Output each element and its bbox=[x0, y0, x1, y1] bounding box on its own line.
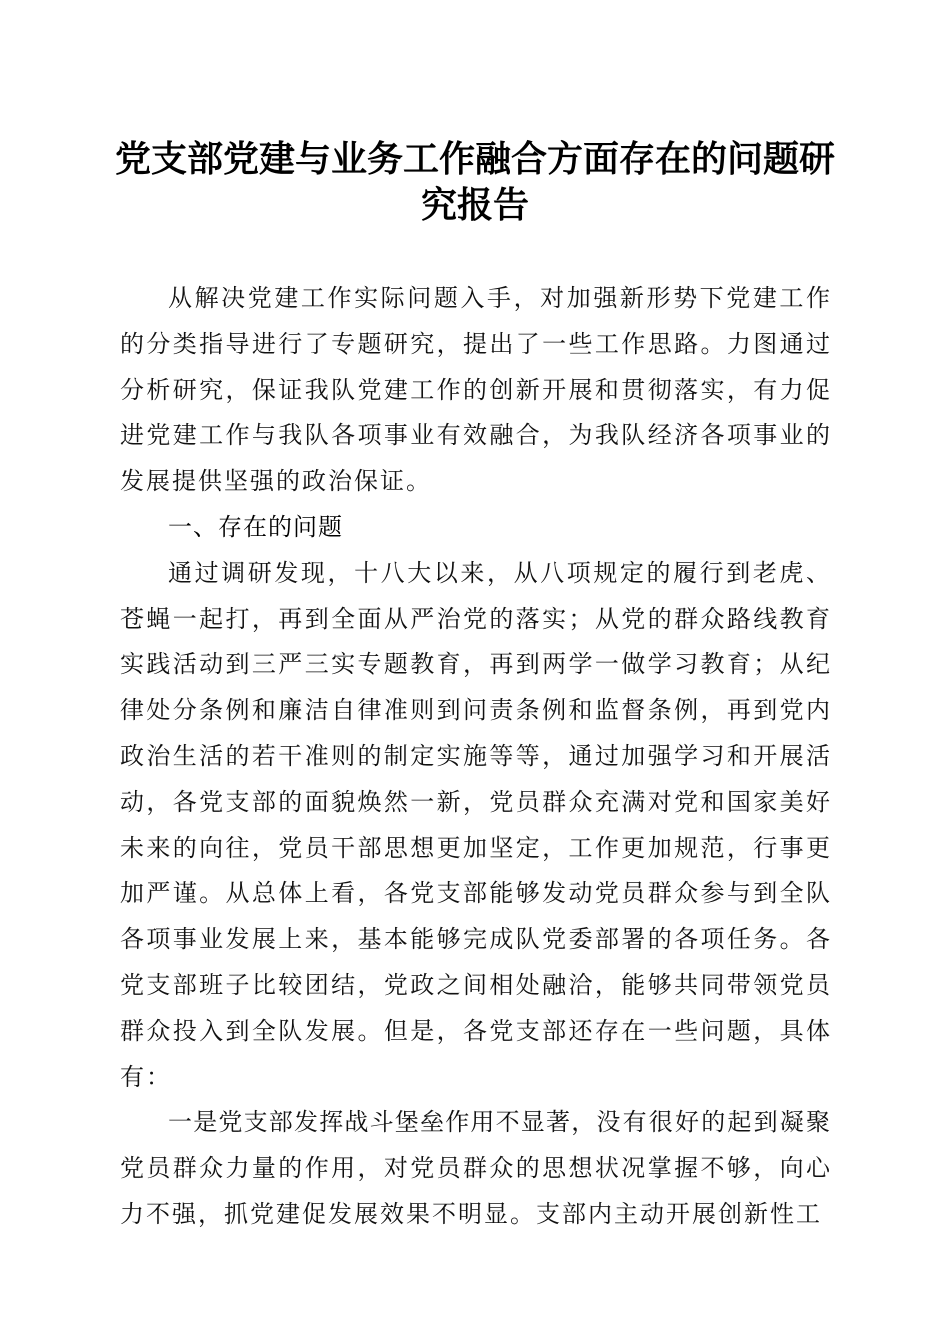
problem-one-text: 没有很好的起到凝聚党员群众力量的作用，对党员群众的思想状况掌握不够，向心力不强，抓党建促发展效果不明显。支部内主动开展创新性工 bbox=[120, 1108, 833, 1228]
document-title: 党支部党建与业务工作融合方面存在的问题研究报告 bbox=[114, 138, 835, 226]
problem-one-paragraph bbox=[120, 1100, 832, 1237]
document-body bbox=[120, 276, 832, 1238]
intro-paragraph: 从解决党建工作实际问题入手，对加强新形势下党建工作的分类指导进行了专题研究，提出了一些工作思路。力图通过分析研究，保证我队党建工作的创新开展和贯彻落实，有力促进党建工作与我队各项事业有效融合，为我队经济各项事业的发展提供坚强的政治保证。 bbox=[120, 284, 832, 496]
problem-one-lead: 一是党支部发挥战斗堡垒作用不显著， bbox=[168, 1108, 597, 1137]
findings-paragraph: 通过调研发现，十八大以来，从八项规定的履行到老虎、苍蝇一起打，再到全面从严治党的落实；从党的群众路线教育实践活动到三严三实专题教育，再到两学一做学习教育；从纪律处分条例和廉洁自律准则到问责条例和监督条例，再到党内政治生活的若干准则的制定实施等等，通过加强学习和开展活动，各党支部的面貌焕然一新，党员群众充满对党和国家美好未来的向往，党员干部思想更加坚定，工作更加规范，行事更加严谨。从总体上看，各党支部能够发动党员群众参与到全队各项事业发展上来，基本能够完成队党委部署的各项任务。各党支部班子比较团结，党政之间相处融洽，能够共同带领党员群众投入到全队发展。但是，各党支部还存在一些问题，具体有： bbox=[120, 558, 832, 1091]
section-heading-problems: 一、存在的问题 bbox=[168, 512, 343, 541]
